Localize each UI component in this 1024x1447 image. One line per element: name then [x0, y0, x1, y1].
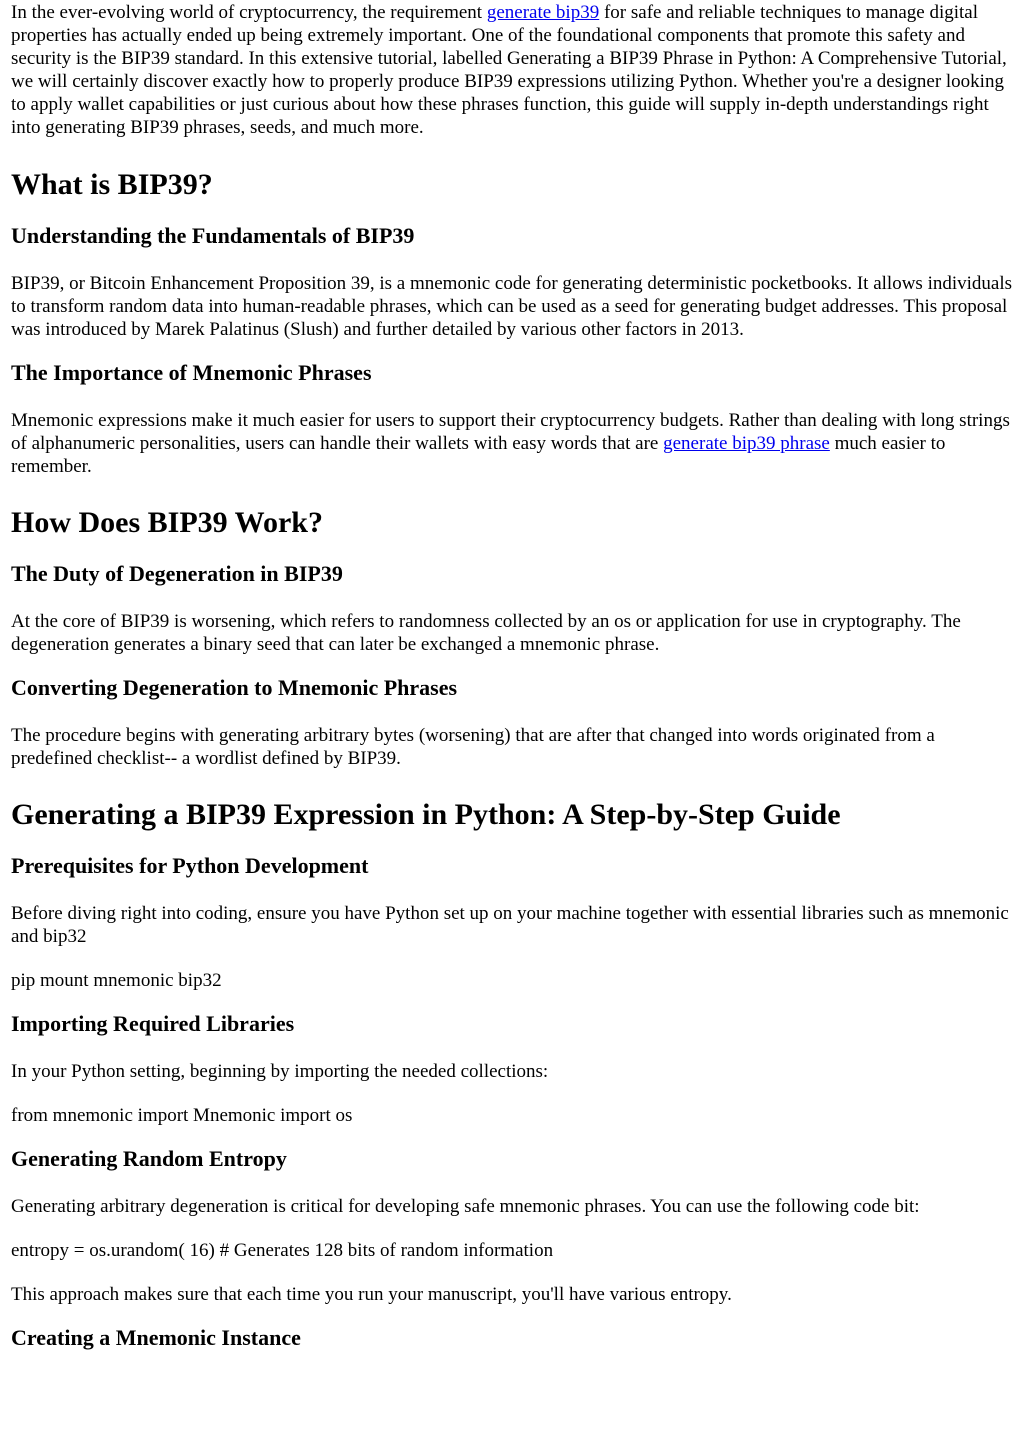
entropy-paragraph: Generating arbitrary degeneration is critical for developing safe mnemonic phrases. You can use the following code bit:: [11, 1196, 920, 1217]
entropy-note: This approach makes sure that each time you run your manuscript, you'll have various entropy.: [11, 1284, 732, 1305]
prerequisites-code: pip mount mnemonic bip32: [11, 970, 222, 991]
generate-bip39-phrase-link[interactable]: generate bip39 phrase: [663, 433, 830, 454]
intro-text-start: In the ever-evolving world of cryptocurrency, the requirement: [11, 2, 487, 23]
importing-code: from mnemonic import Mnemonic import os: [11, 1105, 353, 1126]
importance-text-start: Mnemonic expressions make it much easier for users to support their cryptocurrency budgets. Rather than dealing with long strings of alphanumeric personalities, users can handle their wallets with easy words that are: [11, 410, 1010, 454]
heading-mnemonic-instance: Creating a Mnemonic Instance: [11, 1325, 301, 1350]
converting-paragraph: The procedure begins with generating arbitrary bytes (worsening) that are after that changed into words originated from a predefined checklist-- a wordlist defined by BIP39.: [11, 725, 935, 769]
heading-how-does-bip39-work: How Does BIP39 Work?: [11, 506, 323, 539]
heading-what-is-bip39: What is BIP39?: [11, 168, 213, 201]
heading-importance: The Importance of Mnemonic Phrases: [11, 360, 372, 385]
heading-step-by-step-guide: Generating a BIP39 Expression in Python: A Step-by-Step Guide: [11, 798, 841, 831]
importance-text-end: much easier to remember.: [11, 433, 946, 477]
fundamentals-paragraph: BIP39, or Bitcoin Enhancement Proposition 39, is a mnemonic code for generating deterministic pocketbooks. It allows individuals to transform random data into human-readable phrases, which can be used as a seed for generating budget addresses. This proposal was introduced by Marek Palatinus (Slush) and further detailed by various other factors in 2013.: [11, 273, 1013, 340]
article: [0, 1, 1024, 1351]
importance-paragraph: [11, 409, 1014, 478]
heading-fundamentals: Understanding the Fundamentals of BIP39: [11, 223, 415, 248]
entropy-code: entropy = os.urandom( 16) # Generates 128 bits of random information: [11, 1240, 554, 1261]
heading-converting: Converting Degeneration to Mnemonic Phrases: [11, 675, 458, 700]
intro-text-end: for safe and reliable techniques to manage digital properties has actually ended up being extremely important. One of the foundational components that promote this safety and security is the BIP39 standard. In this extensive tutorial, labelled Generating a BIP39 Phrase in Python: A Comprehensive Tutorial, we will certainly discover exactly how to properly produce BIP39 expressions utilizing Python. Whether you're a designer looking to apply wallet capabilities or just curious about how these phrases function, this guide will supply in-depth understandings right into generating BIP39 phrases, seeds, and much more.: [11, 2, 1007, 138]
heading-duty-of-degeneration: The Duty of Degeneration in BIP39: [11, 561, 343, 586]
heading-prerequisites: Prerequisites for Python Development: [11, 853, 369, 878]
intro-paragraph: [11, 1, 1014, 139]
prerequisites-paragraph: Before diving right into coding, ensure you have Python set up on your machine together with essential libraries such as mnemonic and bip32: [11, 903, 1009, 947]
heading-importing-libraries: Importing Required Libraries: [11, 1011, 295, 1036]
generate-bip39-link[interactable]: generate bip39: [486, 2, 600, 23]
importing-paragraph: In your Python setting, beginning by importing the needed collections:: [11, 1061, 549, 1082]
duty-paragraph: At the core of BIP39 is worsening, which refers to randomness collected by an os or application for use in cryptography. The degeneration generates a binary seed that can later be exchanged a mnemonic phrase.: [11, 611, 961, 655]
heading-random-entropy: Generating Random Entropy: [11, 1146, 287, 1171]
